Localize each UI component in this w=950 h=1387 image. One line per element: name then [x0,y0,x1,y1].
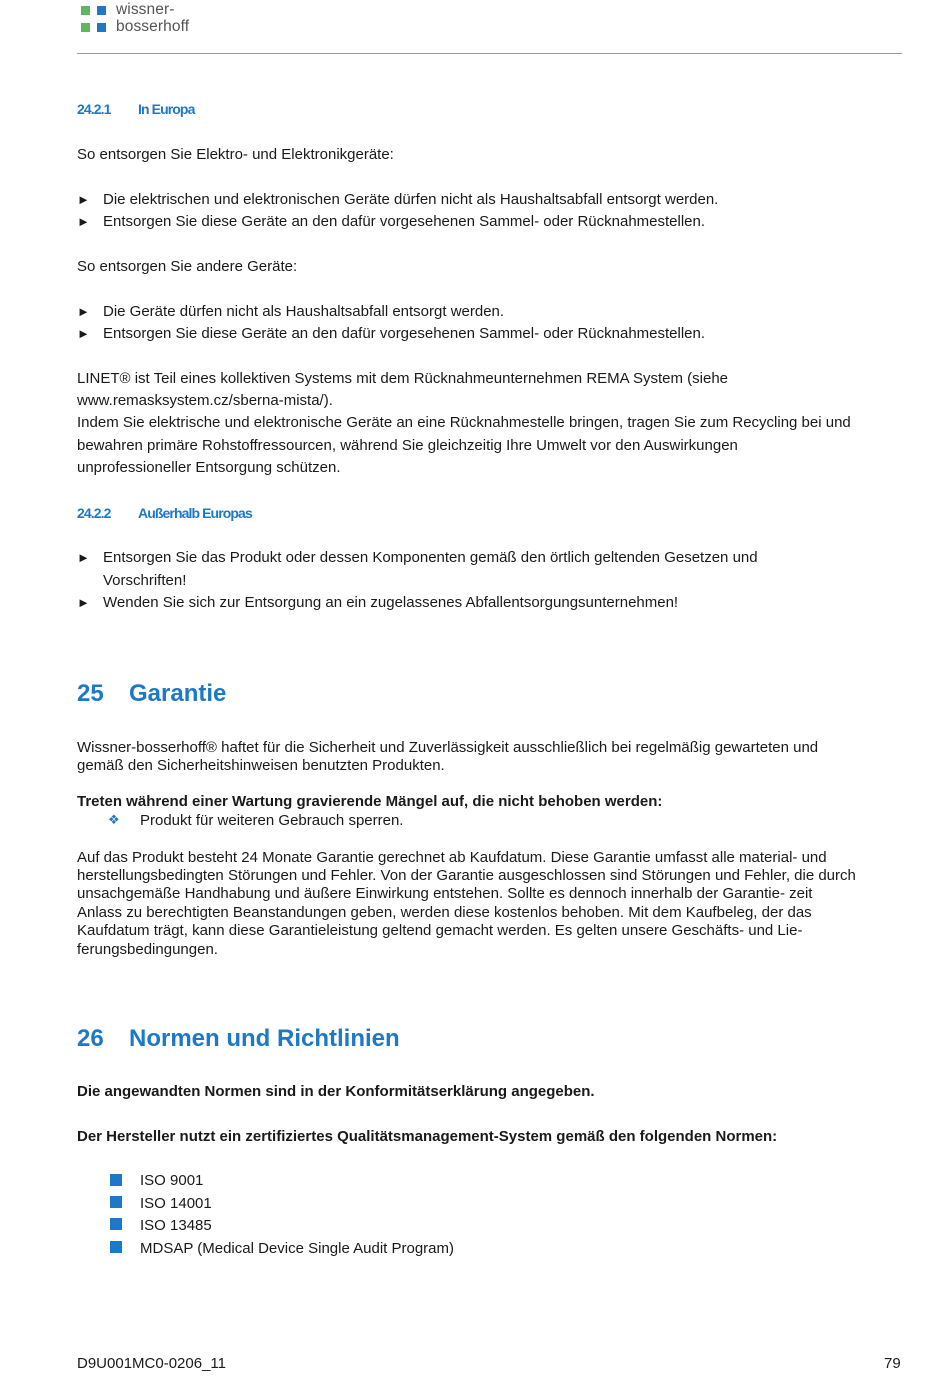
bullet-text: Entsorgen Sie das Produkt oder dessen Komponenten gemäß den örtlich geltenden Gesetzen und [103,549,758,566]
section-title-ausserhalb-europas: Außerhalb Europas [138,505,252,521]
header-divider [77,53,902,54]
paragraph-line: www.remasksystem.cz/sberna-mista/). [77,392,333,409]
logo-square-green-2 [81,23,90,32]
arrow-bullet-icon: ► [77,550,90,565]
paragraph-line: Indem Sie elektrische und elektronische Geräte an eine Rücknahmestelle bringen, tragen Sie zum Recycling bei und [77,414,851,431]
arrow-bullet-icon: ► [77,192,90,207]
paragraph-line: unprofessioneller Entsorgung schützen. [77,459,341,476]
square-bullet-icon [110,1174,122,1186]
section-number-24-2-1: 24.2.1 [77,101,111,117]
bullet-text: Wenden Sie sich zur Entsorgung an ein zugelassenes Abfallentsorgungsunternehmen! [103,594,679,611]
intro-electronic-devices: So entsorgen Sie Elektro- und Elektronikgeräte: [77,146,394,163]
warning-bold-line: Treten während einer Wartung gravierende Mängel auf, die nicht behoben werden: [77,793,663,810]
norm-item: ISO 13485 [140,1217,212,1234]
paragraph-line: Kaufdatum trägt, kann diese Garantieleistung geltend gemacht werden. Es gelten unsere Geschäfts- und Lie- [77,922,803,939]
paragraph-line: gemäß den Sicherheitshinweisen benutzten Produkten. [77,757,445,774]
chapter-number-26: 26 [77,1025,104,1052]
square-bullet-icon [110,1218,122,1230]
norms-statement: Die angewandten Normen sind in der Konformitätserklärung angegeben. [77,1083,595,1100]
bullet-text: Entsorgen Sie diese Geräte an den dafür vorgesehenen Sammel- oder Rücknahmestellen. [103,213,706,230]
qm-statement: Der Hersteller nutzt ein zertifiziertes Qualitätsmanagement-System gemäß den folgenden Normen: [77,1128,778,1145]
intro-other-devices: So entsorgen Sie andere Geräte: [77,258,298,275]
norm-item: ISO 9001 [140,1172,204,1189]
section-title-in-europa: In Europa [138,101,195,117]
paragraph-line: ferungsbedingungen. [77,941,218,958]
arrow-bullet-icon: ► [77,326,90,341]
norm-item: ISO 14001 [140,1195,212,1212]
bullet-text-continuation: Vorschriften! [103,572,187,589]
arrow-bullet-icon: ► [77,214,90,229]
section-number-24-2-2: 24.2.2 [77,505,111,521]
logo-square-blue-1 [97,6,106,15]
paragraph-line: unsachgemäße Handhabung und äußere Einwirkung entstehen. Sollte es dennoch innerhalb der Garantie- zeit [77,885,813,902]
chapter-title-garantie: Garantie [129,680,227,707]
paragraph-line: herstellungsbedingten Störungen und Fehler. Von der Garantie ausgeschlossen sind Störungen und Fehler, die durch [77,867,856,884]
footer-document-id: D9U001MC0-0206_11 [77,1355,226,1372]
paragraph-line: Anlass zu berechtigten Beanstandungen geben, werden diese kostenlos behoben. Mit dem Kaufbeleg, der das [77,904,812,921]
arrow-bullet-icon: ► [77,595,90,610]
bullet-text: Die Geräte dürfen nicht als Haushaltsabfall entsorgt werden. [103,303,505,320]
paragraph-line: Auf das Produkt besteht 24 Monate Garantie gerechnet ab Kaufdatum. Diese Garantie umfasst alle material- und [77,849,827,866]
paragraph-line: LINET® ist Teil eines kollektiven Systems mit dem Rücknahmeunternehmen REMA System (siehe [77,370,729,387]
logo-square-blue-2 [97,23,106,32]
diamond-bullet-icon: ❖ [108,812,120,827]
bullet-text: Entsorgen Sie diese Geräte an den dafür vorgesehenen Sammel- oder Rücknahmestellen. [103,325,706,342]
paragraph-line: bewahren primäre Rohstoffressourcen, während Sie gleichzeitig Ihre Umwelt vor den Auswirkungen [77,437,738,454]
diamond-item-text: Produkt für weiteren Gebrauch sperren. [140,812,404,829]
paragraph-line: Wissner-bosserhoff® haftet für die Sicherheit und Zuverlässigkeit ausschließlich bei regelmäßig gewarteten und [77,739,819,756]
arrow-bullet-icon: ► [77,304,90,319]
logo-square-green-1 [81,6,90,15]
chapter-number-25: 25 [77,680,104,707]
footer-page-number: 79 [884,1355,901,1372]
square-bullet-icon [110,1196,122,1208]
norm-item: MDSAP (Medical Device Single Audit Program) [140,1240,455,1257]
chapter-title-normen-und-richtlinien: Normen und Richtlinien [129,1025,400,1052]
logo-text-line2: bosserhoff [116,18,190,35]
square-bullet-icon [110,1241,122,1253]
bullet-text: Die elektrischen und elektronischen Geräte dürfen nicht als Haushaltsabfall entsorgt werden. [103,191,719,208]
logo-text-line1: wissner- [116,1,175,18]
